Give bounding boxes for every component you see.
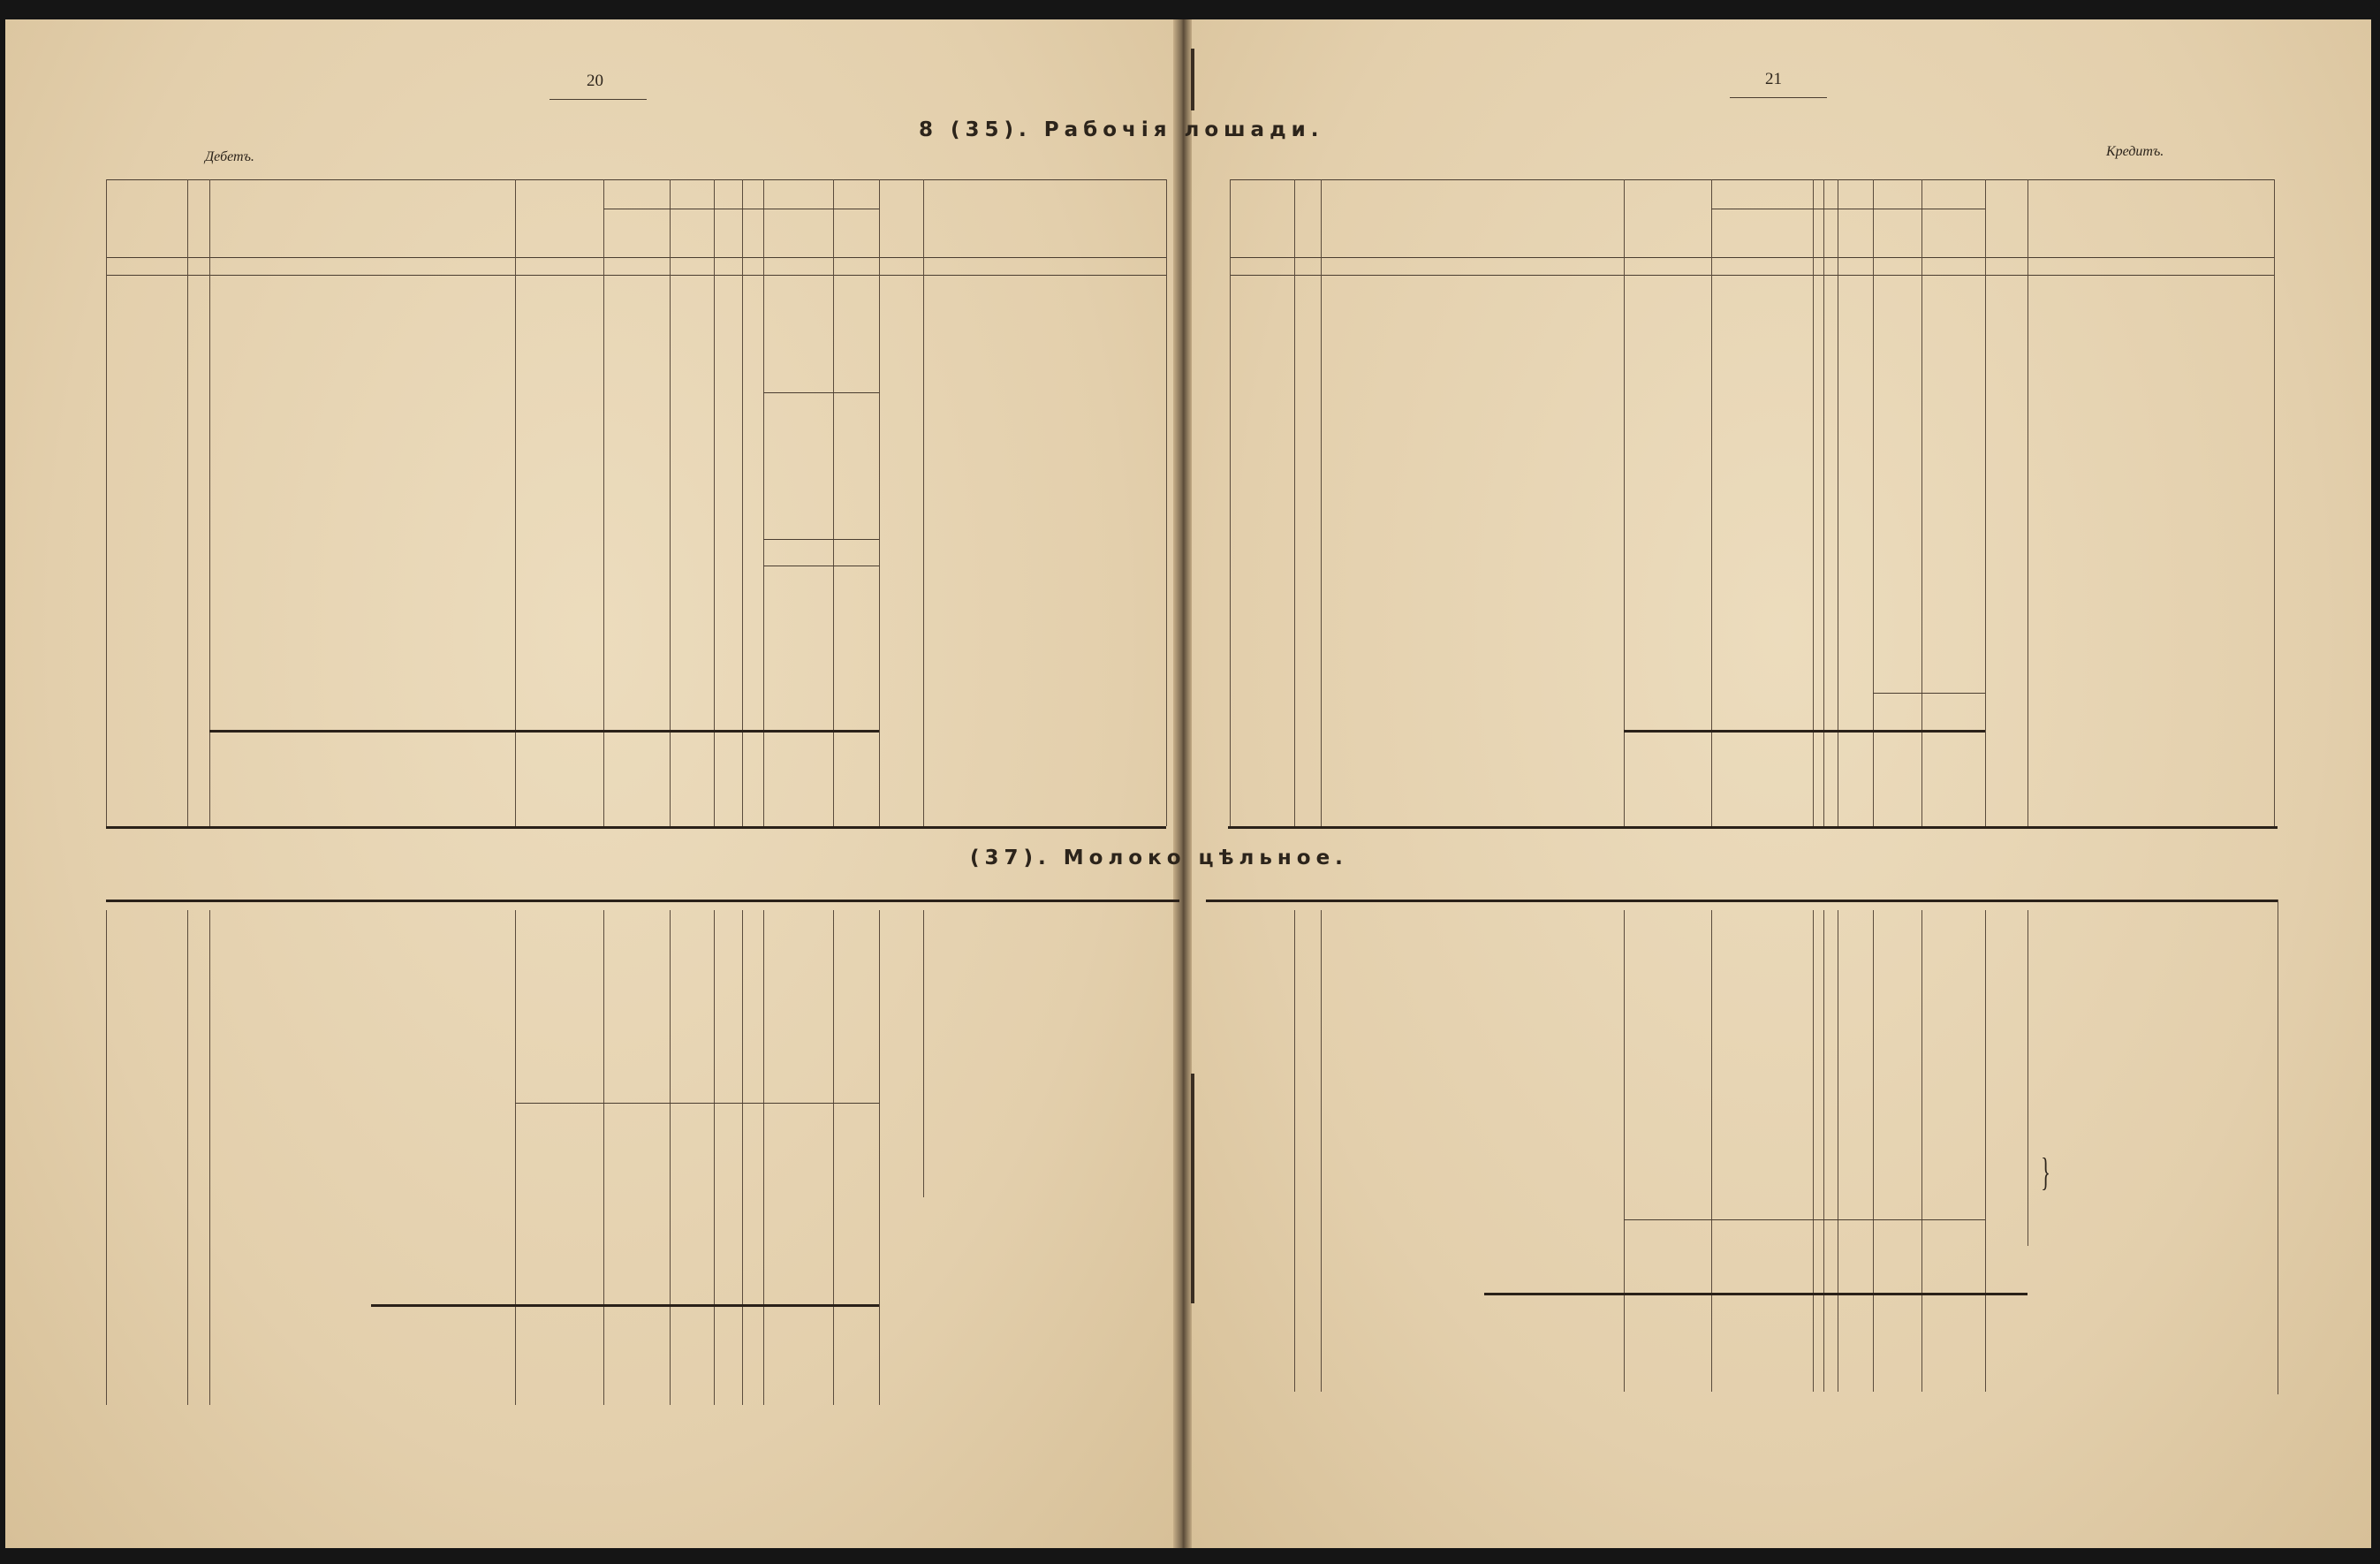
column-rule — [923, 179, 924, 826]
left-page — [5, 19, 1173, 1548]
subtotal-rule — [515, 1103, 879, 1104]
table-rule — [1230, 275, 2274, 276]
column-rule — [1823, 910, 1824, 1392]
column-rule — [1985, 910, 1986, 1392]
brace: } — [2041, 1150, 2050, 1194]
column-rule — [879, 910, 880, 1405]
column-rule — [1321, 179, 1322, 826]
subtotal-rule — [763, 539, 879, 540]
column-rule — [1294, 910, 1295, 1392]
column-rule — [1624, 910, 1625, 1392]
credit-label: Кредитъ. — [2106, 144, 2164, 159]
total-rule — [371, 1304, 879, 1307]
subtotal-rule — [763, 392, 879, 393]
table-rule — [1230, 257, 2274, 258]
column-rule — [1294, 179, 1295, 826]
table-rule — [106, 179, 1166, 180]
column-rule — [1921, 910, 1922, 1392]
section-title-horses: 8 (35). Рабочія лошади. — [919, 118, 1324, 141]
book-spine — [1173, 19, 1192, 1548]
table-rule — [1230, 179, 2274, 180]
column-rule — [833, 910, 834, 1405]
column-rule — [1813, 910, 1814, 1392]
page-number-right: 21 — [1765, 70, 1782, 88]
total-rule — [1484, 1293, 2028, 1295]
column-rule — [1873, 910, 1874, 1392]
column-rule — [2274, 179, 2275, 826]
column-rule — [106, 179, 107, 826]
column-rule — [209, 910, 210, 1405]
column-rule — [603, 910, 604, 1405]
column-rule — [187, 179, 188, 826]
column-rule — [515, 910, 516, 1405]
column-rule — [742, 910, 743, 1405]
column-rule — [923, 910, 924, 1197]
column-rule — [670, 910, 671, 1405]
table-rule — [106, 257, 1166, 258]
section-rule — [106, 826, 1166, 829]
subtotal-rule — [1873, 693, 1985, 694]
right-page — [1192, 19, 2371, 1548]
column-rule — [1321, 910, 1322, 1392]
total-rule — [1624, 730, 1985, 733]
subtotal-rule — [1624, 1219, 1985, 1220]
table-rule — [106, 275, 1166, 276]
column-rule — [763, 910, 764, 1405]
column-rule — [1230, 179, 1231, 826]
column-rule — [879, 179, 880, 826]
binding-stitch — [1191, 1074, 1194, 1303]
debit-label: Дебетъ. — [205, 149, 254, 164]
column-rule — [187, 910, 188, 1405]
column-rule — [1985, 179, 1986, 826]
binding-stitch — [1191, 49, 1194, 110]
column-rule — [714, 910, 715, 1405]
section-rule — [106, 900, 1179, 902]
column-rule — [1711, 910, 1712, 1392]
section-rule — [1228, 826, 2278, 829]
page-number-left: 20 — [587, 72, 603, 90]
section-title-milk: (37). Молоко цѣльное. — [970, 847, 1348, 869]
total-rule — [209, 730, 879, 733]
section-rule — [1206, 900, 2278, 902]
column-rule — [1166, 179, 1167, 826]
column-rule — [106, 910, 107, 1405]
